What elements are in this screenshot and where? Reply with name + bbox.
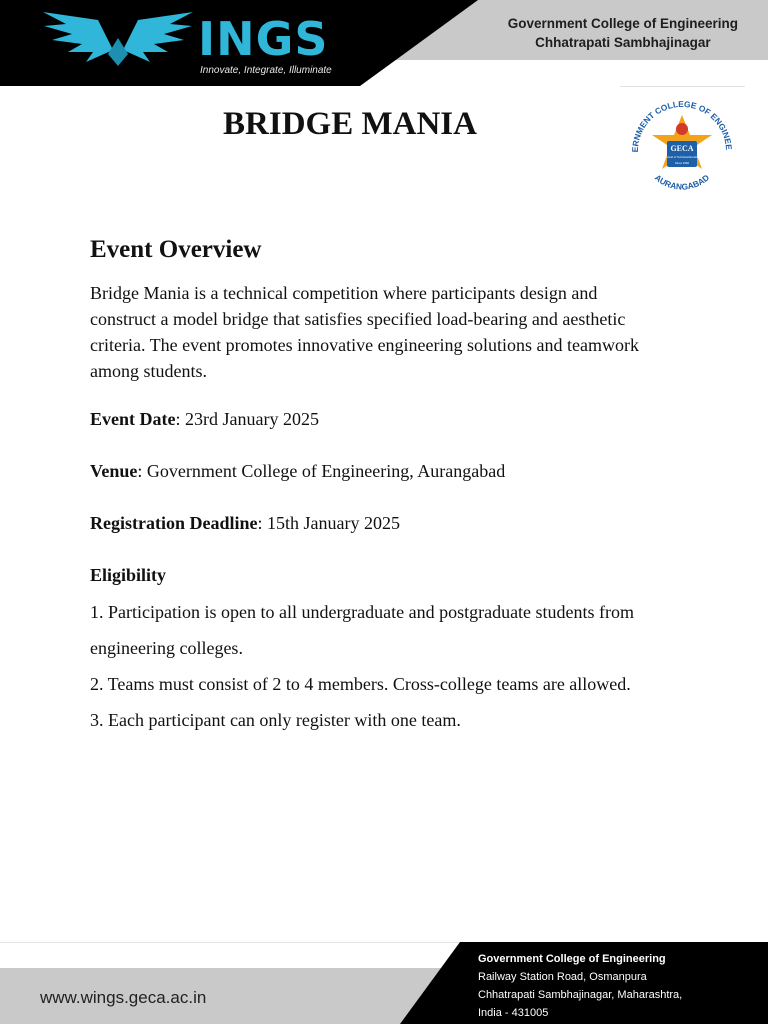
deadline-row bbox=[90, 510, 660, 536]
event-date-label: Event Date bbox=[90, 409, 176, 429]
address-line-3: Chhatrapati Sambhajinagar, Maharashtra, bbox=[478, 989, 683, 1001]
address-line-1: Government College of Engineering bbox=[478, 953, 666, 965]
emblem-center-text: GECA bbox=[670, 144, 694, 153]
eligibility-item: 2. Teams must consist of 2 to 4 members. Cross-college teams are allowed. bbox=[90, 674, 631, 694]
college-name-header bbox=[508, 14, 738, 52]
venue-value: : Government College of Engineering, Aurangabad bbox=[137, 461, 506, 481]
venue-row bbox=[90, 458, 660, 484]
overview-paragraph: Bridge Mania is a technical competition where participants design and construct a model bridge that satisfies specified load-bearing and aesthetic criteria. The event promotes innovative engineering solutions and teamwork among students. bbox=[90, 283, 640, 381]
college-line-1: Government College of Engineering bbox=[507, 16, 738, 31]
overview-heading: Event Overview bbox=[90, 236, 262, 263]
venue-label: Venue bbox=[90, 461, 138, 481]
event-date-value: : 23rd January 2025 bbox=[175, 409, 319, 429]
deadline-label: Registration Deadline bbox=[90, 513, 258, 533]
eligibility-item: 3. Each participant can only register with one team. bbox=[90, 710, 461, 730]
address-line-4: India - 431005 bbox=[478, 1007, 549, 1019]
event-date-row bbox=[90, 406, 660, 432]
footer-address bbox=[478, 950, 682, 1022]
emblem-arc-top-text: ERNMENT COLLEGE OF ENGINEE bbox=[629, 98, 735, 153]
eligibility-item: 1. Participation is open to all undergraduate and postgraduate students from engineering colleges. bbox=[90, 602, 635, 658]
emblem-since: Since 1960 bbox=[675, 161, 689, 165]
college-line-2: Chhatrapati Sambhajinagar bbox=[535, 35, 711, 50]
main-content bbox=[90, 236, 660, 738]
brand-name: INGS bbox=[198, 12, 329, 66]
address-line-2: Railway Station Road, Osmanpura bbox=[478, 971, 647, 983]
page-title: BRIDGE MANIA bbox=[223, 106, 477, 142]
page-header bbox=[0, 0, 768, 86]
emblem-motto: In Pursuit of Technical Excellence bbox=[661, 155, 703, 159]
wings-logo bbox=[38, 8, 338, 78]
eligibility-heading: Eligibility bbox=[90, 565, 167, 585]
brand-tagline: Innovate, Integrate, Illuminate bbox=[200, 65, 332, 76]
wings-icon bbox=[38, 10, 198, 70]
deadline-value: : 15th January 2025 bbox=[257, 513, 400, 533]
website-link[interactable]: www.wings.geca.ac.in bbox=[40, 988, 207, 1007]
emblem-arc-bottom-text: AURANGABAD bbox=[652, 172, 712, 192]
